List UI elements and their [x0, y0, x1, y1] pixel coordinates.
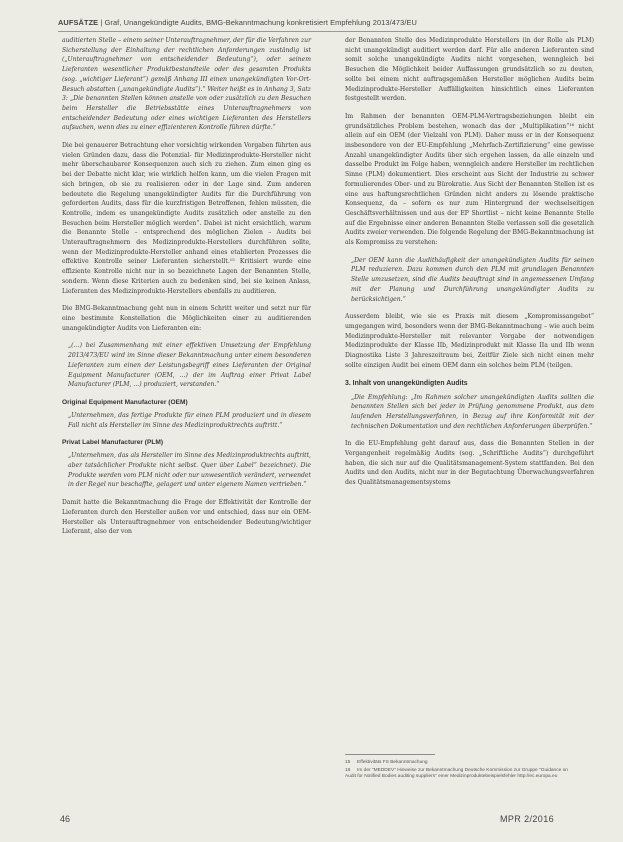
- left-quote-1: „(…) bei Zusammenhang mit einer effektiven Umsetzung der Empfehlung 2013/473/EU wird im Sinne dieser Bekanntmachung unter einem besonderen Lieferanten zum einen der Leistungsbegriff eines Lieferanten der Original Equipment Manufacturer (OEM, ...) der im Auftrag einer Privat Label Manufacturer (PLM, ...) produziert, verstanden.“: [68, 342, 311, 389]
- left-paragraph-1: auditierten Stelle – einem seiner Unterauftragnehmer, der für die Verfahren zur Sicherstellung der Einhaltung der rechtlichen Anforderungen zuständig ist („Unterauftragnehmer von entscheidender Bedeutung“), oder seinem Lieferanten wesentlicher Produktbestandteile oder des gesamten Produkts (sog. „wichtiger Lieferant“) gemäß Anhang III einen unangekündigten Vor-Ort-Besuch abstatten („unangekündigte Audits“).“ Weiter heißt es in Anhang 3, Satz 3: „Die benannten Stellen können anstelle von oder zusätzlich zu den Besuchen beim Hersteller die Betriebsstätte eines Unterauftragnehmers von entscheidender Bedeutung oder eines wichtigen Lieferanten des Herstellers aufsuchen, wenn dies zu einer effizienteren Kontrolle führen dürfte.“: [62, 37, 311, 132]
- page-number: 46: [60, 814, 71, 824]
- footnote-text: Effektivitäts FS Bekanntmachung: [357, 760, 428, 765]
- footnote-text: Im der "MEDDEV" Hinweise zur Bekanntmachung Deutsche Kommission zur Gruppe "Guidance on Audit for Notified Bodies auditing suppliers" einer Medizinproduktebeispielsfehler http://ec.europa.eu: [345, 767, 568, 780]
- right-paragraph-4: In die EU-Empfehlung geht darauf aus, dass die Benannten Stellen in der Vergangenheit regelmäßig Audits (sog. „Schriftliche Audits“) durchgeführt haben, die sich nur auf die Qualitätsmanagement-System stattfanden. Bei den Audits und den Audits, nicht nur in der Begutachtung Überwachungsverfahren des Qualitätsmanagementsystems: [345, 440, 594, 487]
- journal-issue: MPR 2/2016: [500, 814, 555, 824]
- header-rule: [58, 31, 568, 32]
- header-section-label: AUFSÄTZE: [58, 18, 99, 27]
- left-paragraph-4: Damit hatte die Bekanntmachung die Frage der Effektivität der Kontrolle der Lieferanten durch den Hersteller außen vor und entschied, dass nur ein OEM-Hersteller als Unterauftragnehmer von entscheidender Bedeutung/wichtiger Lieferant, also der von: [62, 499, 311, 536]
- header-separator: |: [100, 18, 105, 27]
- footnote-number: 15: [345, 760, 351, 765]
- right-column: [345, 36, 594, 496]
- right-paragraph-1: der Benannten Stelle des Medizinprodukte Herstellers (in der Rolle als PLM) nicht unangekündigt auditiert werden darf. Für alle anderen Lieferanten sind somit solche unangekündigte Audits nicht vorgesehen, wenngleich bei Besuchen die Möglichkeit beider Auffassungen grundsätzlich so zu deuten, sollte bei einem nicht auftragsgemäßen Hersteller möglichen Audits beim Medizinprodukte-Hersteller Auffälligkeiten hinsichtlich eines Lieferanten festgestellt werden.: [345, 37, 594, 103]
- left-paragraph-2: Die bei genauerer Betrachtung eher vorsichtig wirkenden Vorgaben führten aus vielen Gründen dazu, dass die Potenzial- für Medizinprodukte-Hersteller nicht mehr überschaubarer Konsequenzen auch sich zu ziehen. Zum einen ging es bei der Debatte nicht klar, wie wirklich helfen kann, um die vielen Fragen mit sich bringen, ob sie zu realisieren oder in der Lage sind. Zum anderen bedeutete die Regelung unangekündigter Audits für die Durchführung von geforderten Audits, dass für die kurzfristigen Betroffenen, fehlen müssten, die Kontrolle, indem es unangekündigte Audits zusätzlich oder anstelle zu den Besuchen beim Hersteller möglich werden“. Dabei ist nicht ersichtlich, warum die Benannte Stelle – entsprechend des möglichen Zielen – Audits bei Unterauftragnehmern des Medizinprodukte-Herstellers durchführen sollte, wenn der Medizinprodukte-Hersteller anhand eines etablierten Prozesses die effektive Kontrolle seiner Lieferanten sicherstellt.¹⁵ Kritisiert wurde eine effiziente Kontrolle nicht nur in so bezeichnete Lagen der Benannten Stelle, sondern. Wenn diese Kriterien auch zu bedenken sind, bei sie keinen Anlass, Lieferanten des Medizinprodukte-Herstellers ebenfalls zu auditieren.: [62, 142, 311, 295]
- left-quote-3: „Unternehmen, das als Hersteller im Sinne des Medizinproduktrechts auftritt, aber tatsächlicher Produkte nicht selbst. Quer über Label“ bezeichnet). Die Produkte werden vom PLM nicht oder nur unwesentlich verändert, verwendet in der Regel nur beschaffte, gelagert und unter eigenem Namen vertrieben.“: [68, 452, 311, 489]
- footnote: [345, 760, 575, 767]
- left-paragraph-3: Die BMG-Bekanntmachung geht nun in einem Schritt weiter und setzt nur für eine bestimmte Konstellation die Möglichkeiten einer zu auditierenden unangekündigter Audits von Lieferanten ein:: [62, 305, 311, 332]
- subheading-plm: Privat Label Manufacturer (PLM): [62, 439, 164, 447]
- footnote: [345, 768, 575, 781]
- right-quote-1: „Der OEM kann die Audithäufigkeit der unangekündigten Audits für seinen PLM reduzieren. Dazu kommen durch den PLM mit grundlagen Benannten Stelle umzusetzen, sind die Audits beauftragt sind in angemessenen Umfang mit der Planung und Durchführung unangekündigter Audits zu berücksichtigen.“: [351, 256, 594, 303]
- footnote-rule: [345, 754, 435, 755]
- right-quote-2: „Die Empfehlung: „Im Rahmen solcher unangekündigten Audits sollten die benannten Stellen sich bei jeder in Prüfung genommene Produkt, aus dem laufenden Herstellungsverfahren, in Bezug auf ihre Konformität mit der technischen Dokumentation und den rechtlichen Anforderungen überprüfen.“: [351, 393, 594, 430]
- left-column: [62, 36, 311, 545]
- right-paragraph-2: Im Rahmen der benannten OEM-PLM-Vertragsbeziehungen bleibt ein grundsätzliches Problem bestehen, wonach das der „Multiplikation“¹⁶ nicht allein auf ein OEM (der Vielzahl von PLM). Daher muss er in der Konsequenz insbesondere von der EU-Empfehlung „Mehrfach-Zertifizierung“ eine gewisse Anzahl unangekündigter Audits über sich ergehen lassen, da alle einzeln und dasselbe Produkt im Folge haben, wenngleich andere Hersteller im rechtlichen Sinne (PLM) dokumentiert. Dies erscheint aus Sicht der Industrie zu schwer formulierendes Ober- und zu Bürokratie. Aus Sicht der Benannten Stellen ist es eine aus haftungsrechtlichen Gründen nicht anders zu lösende praktische Konsequenz, da – sofern es nur zum Hintergrund der wechselseitigen Geschäftsverhältnissen und aus der EP Shortlist – nicht keine Benannte Stelle auf die Ergebnisse einer anderen Benannten Stelle verlassen soll die gesetzlich Audits zweier verwenden. Die folgende Regelung der BMG-Bekanntmachung ist als Kompromiss zu verstehen:: [345, 112, 594, 247]
- left-quote-2: „Unternehmen, das fertige Produkte für einen PLM produziert und in diesem Fall nicht als Hersteller im Sinne des Medizinproduktrechts auftritt.“: [68, 411, 311, 429]
- footnotes: [345, 754, 575, 782]
- header-article-title: Graf, Unangekündigte Audits, BMG-Bekanntmachung konkretisiert Empfehlung 2013/473/EU: [104, 18, 417, 27]
- running-header: [58, 18, 568, 27]
- section-heading-3: 3. Inhalt von unangekündigten Audits: [345, 379, 468, 387]
- right-paragraph-3: Ausserdem bleibt, wie sie es Praxis mit diesem „Kompromissangebot“ umgegangen wird, besonders wenn der BMG-Bekanntmachung – wie auch beim Medizinprodukte-Hersteller mit relevanter Vorgabe der notwendigen Medizinprodukte der Klasse IIb, Medizinprodukt mit Klasse IIa und IIb wenn Diagnostika Liste 3 Jahreszeitraum bei, Zeitfür Ziele sich nicht einen mehr sollte einzigen Audit bei einem OEM dann ein solches beim PLM (teilgen.: [345, 313, 594, 369]
- subheading-oem: Original Equipment Manufacturer (OEM): [62, 398, 188, 406]
- footnote-number: 16: [345, 767, 351, 773]
